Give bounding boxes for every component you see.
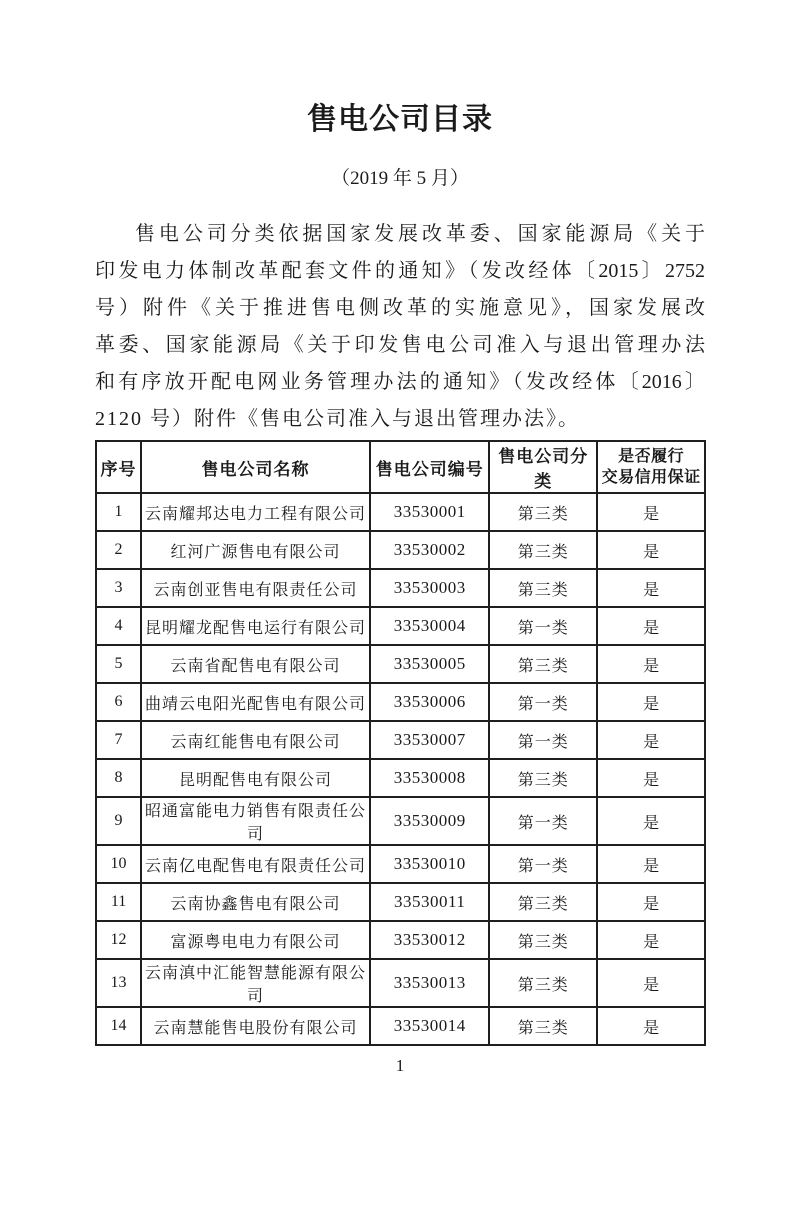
cell-index: 12 <box>96 921 141 959</box>
cell-category: 第三类 <box>489 883 597 921</box>
paragraph-line: 印发电力体制改革配套文件的通知》（发改经体〔2015〕2752 <box>95 260 705 282</box>
cell-category: 第三类 <box>489 645 597 683</box>
col-header-code: 售电公司编号 <box>370 441 489 493</box>
cell-category: 第三类 <box>489 531 597 569</box>
cell-company-code: 33530011 <box>370 883 489 921</box>
cell-company-code: 33530013 <box>370 959 489 1007</box>
cell-company-code: 33530014 <box>370 1007 489 1045</box>
cell-company-name: 云南省配售电有限公司 <box>141 645 370 683</box>
cell-credit: 是 <box>597 721 705 759</box>
cell-credit: 是 <box>597 883 705 921</box>
cell-credit: 是 <box>597 683 705 721</box>
table-row <box>96 531 705 569</box>
page-subtitle: （2019 年 5 月） <box>331 168 469 189</box>
table-row <box>96 921 705 959</box>
company-directory-table <box>95 440 706 1046</box>
table-row <box>96 1007 705 1045</box>
cell-credit: 是 <box>597 921 705 959</box>
cell-credit: 是 <box>597 759 705 797</box>
cell-credit: 是 <box>597 645 705 683</box>
table-row <box>96 759 705 797</box>
cell-index: 8 <box>96 759 141 797</box>
table-row <box>96 845 705 883</box>
table-row <box>96 645 705 683</box>
cell-company-code: 33530002 <box>370 531 489 569</box>
cell-credit: 是 <box>597 1007 705 1045</box>
cell-company-name: 云南慧能售电股份有限公司 <box>141 1007 370 1045</box>
cell-company-name: 云南创亚售电有限责任公司 <box>141 569 370 607</box>
cell-category: 第一类 <box>489 683 597 721</box>
cell-index: 13 <box>96 959 141 1007</box>
col-header-credit <box>597 441 705 493</box>
cell-company-name: 红河广源售电有限公司 <box>141 531 370 569</box>
cell-company-code: 33530005 <box>370 645 489 683</box>
cell-company-name: 云南红能售电有限公司 <box>141 721 370 759</box>
paragraph-line: 售电公司分类依据国家发展改革委、国家能源局《关于 <box>135 223 705 245</box>
cell-company-code: 33530008 <box>370 759 489 797</box>
page-number: 1 <box>395 1056 405 1075</box>
cell-index: 5 <box>96 645 141 683</box>
cell-company-name: 昆明耀龙配售电运行有限公司 <box>141 607 370 645</box>
cell-credit: 是 <box>597 845 705 883</box>
cell-category: 第三类 <box>489 1007 597 1045</box>
cell-category: 第三类 <box>489 759 597 797</box>
table-header-row <box>96 441 705 493</box>
table-row <box>96 959 705 1007</box>
paragraph-line: 和有序放开配电网业务管理办法的通知》（发改经体〔2016〕 <box>95 371 705 393</box>
table-row <box>96 883 705 921</box>
cell-company-code: 33530009 <box>370 797 489 845</box>
col-header-credit-line1: 是否履行 <box>618 448 685 465</box>
cell-category: 第三类 <box>489 959 597 1007</box>
col-header-credit-line2: 交易信用保证 <box>601 469 701 486</box>
cell-category: 第三类 <box>489 569 597 607</box>
cell-credit: 是 <box>597 959 705 1007</box>
cell-company-code: 33530003 <box>370 569 489 607</box>
cell-credit: 是 <box>597 493 705 531</box>
table-body <box>96 493 705 1045</box>
cell-company-name: 曲靖云电阳光配售电有限公司 <box>141 683 370 721</box>
paragraph-line: 号）附件《关于推进售电侧改革的实施意见》，国家发展改 <box>95 297 705 319</box>
cell-index: 4 <box>96 607 141 645</box>
cell-index: 3 <box>96 569 141 607</box>
cell-credit: 是 <box>597 569 705 607</box>
cell-category: 第一类 <box>489 797 597 845</box>
cell-index: 11 <box>96 883 141 921</box>
paragraph-line: 革委、国家能源局《关于印发售电公司准入与退出管理办法 <box>95 334 705 356</box>
cell-company-name: 昆明配售电有限公司 <box>141 759 370 797</box>
cell-credit: 是 <box>597 531 705 569</box>
cell-company-name: 云南协鑫售电有限公司 <box>141 883 370 921</box>
table-row <box>96 683 705 721</box>
cell-category: 第一类 <box>489 845 597 883</box>
cell-company-name: 富源粤电电力有限公司 <box>141 921 370 959</box>
col-header-category: 售电公司分类 <box>489 441 597 493</box>
table-row <box>96 569 705 607</box>
cell-category: 第三类 <box>489 493 597 531</box>
cell-company-code: 33530001 <box>370 493 489 531</box>
cell-company-name: 昭通富能电力销售有限责任公司 <box>141 797 370 845</box>
cell-index: 6 <box>96 683 141 721</box>
document-page <box>95 100 705 1076</box>
table-row <box>96 493 705 531</box>
cell-index: 9 <box>96 797 141 845</box>
cell-credit: 是 <box>597 797 705 845</box>
cell-category: 第一类 <box>489 721 597 759</box>
table-row <box>96 797 705 845</box>
cell-index: 14 <box>96 1007 141 1045</box>
cell-company-code: 33530007 <box>370 721 489 759</box>
table-row <box>96 721 705 759</box>
table-row <box>96 607 705 645</box>
cell-company-code: 33530012 <box>370 921 489 959</box>
cell-company-name: 云南耀邦达电力工程有限公司 <box>141 493 370 531</box>
cell-credit: 是 <box>597 607 705 645</box>
intro-paragraph <box>95 216 705 438</box>
cell-company-code: 33530006 <box>370 683 489 721</box>
cell-company-name: 云南滇中汇能智慧能源有限公司 <box>141 959 370 1007</box>
cell-category: 第三类 <box>489 921 597 959</box>
cell-index: 7 <box>96 721 141 759</box>
cell-index: 2 <box>96 531 141 569</box>
col-header-index: 序号 <box>96 441 141 493</box>
paragraph-line: 2120 号）附件《售电公司准入与退出管理办法》。 <box>95 408 580 430</box>
cell-index: 1 <box>96 493 141 531</box>
col-header-name: 售电公司名称 <box>141 441 370 493</box>
page-title: 售电公司目录 <box>307 103 493 136</box>
cell-index: 10 <box>96 845 141 883</box>
cell-company-code: 33530004 <box>370 607 489 645</box>
cell-company-name: 云南亿电配售电有限责任公司 <box>141 845 370 883</box>
cell-category: 第一类 <box>489 607 597 645</box>
cell-company-code: 33530010 <box>370 845 489 883</box>
